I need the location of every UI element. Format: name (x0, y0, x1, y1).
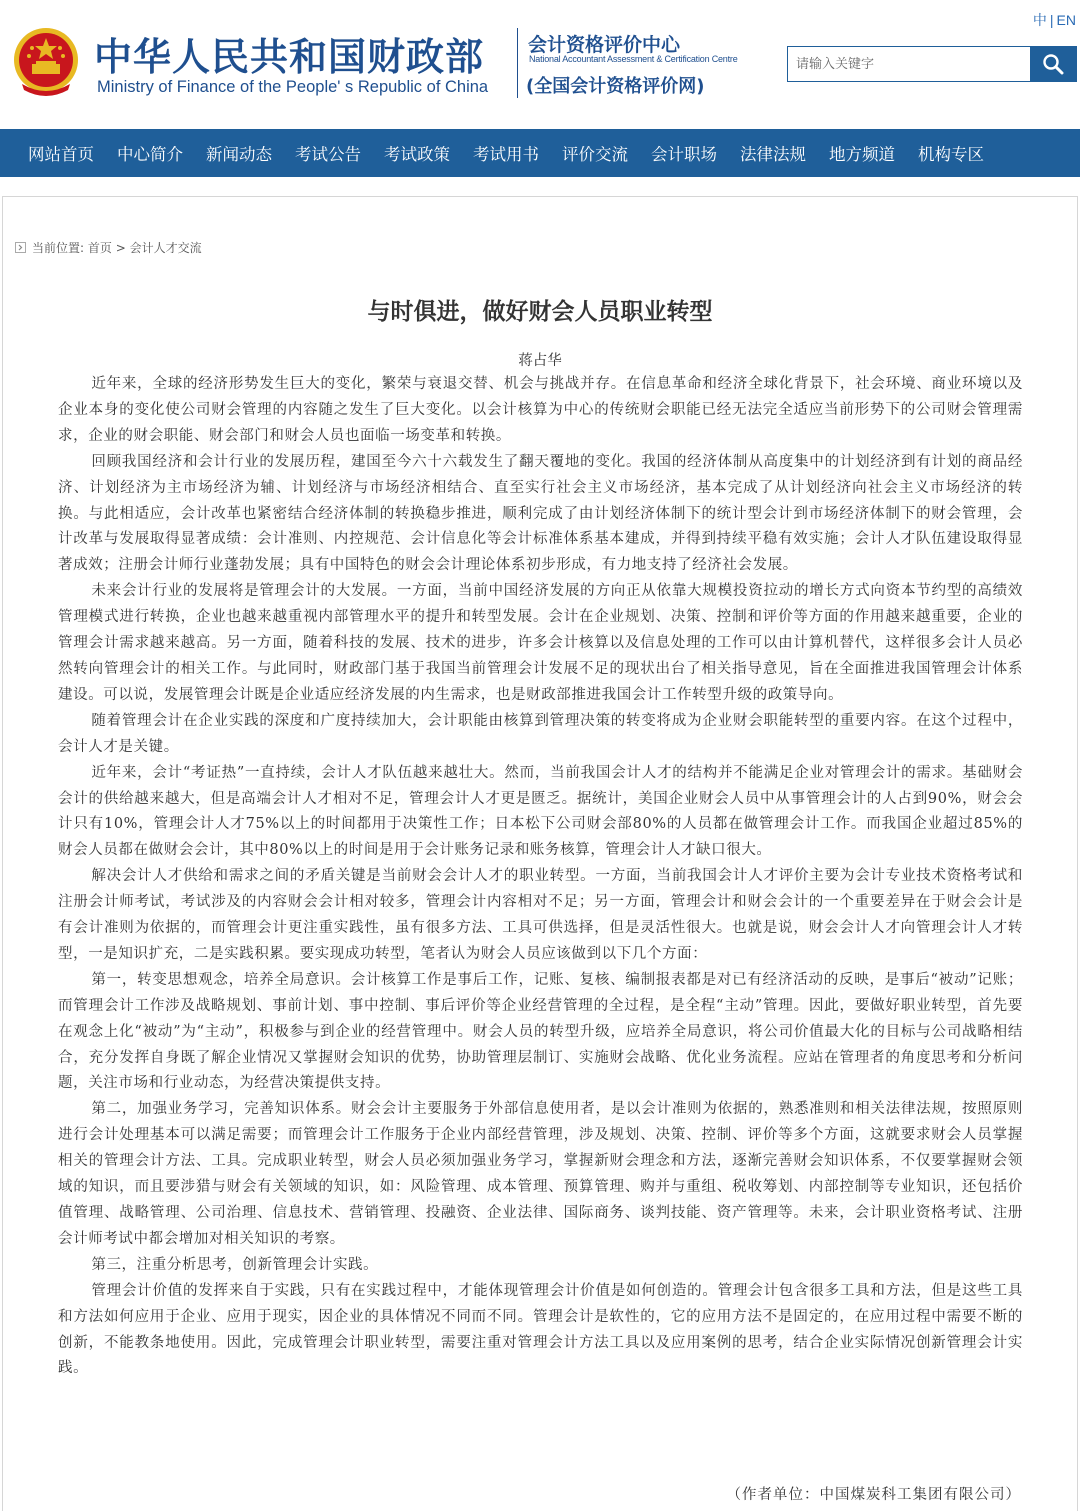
nav-item-exam-books[interactable]: 考试用书 (473, 145, 539, 164)
content-panel (2, 196, 1078, 1511)
search-button[interactable] (1030, 47, 1076, 81)
article-paragraph: 第二，加强业务学习，完善知识体系。财会会计主要服务于外部信息使用者，是以会计准则为依据的，熟悉准则和相关法律法规，按照原则进行会计处理基本可以满足需要；而管理会计工作服务于企业内部经营管理，涉及规划、决策、控制、评价等多个方面，这就要求财会人员掌握相关的管理会计方法、工具。完成职业转型，财会人员必须加强业务学习，掌握新财会理念和方法，逐渐完善财会知识体系，不仅要掌握财会领域的知识，而且要涉猎与财会有关领域的知识，如：风险管理、成本管理、预算管理、购并与重组、税收筹划、内部控制等专业知识，还包括价值管理、战略管理、公司治理、信息技术、营销管理、投融资、企业法律、国际商务、谈判技能、资产管理等。未来，会计职业资格考试、注册会计师考试中都会增加对相关知识的考察。 (58, 1101, 1023, 1247)
breadcrumb-separator: > (115, 240, 126, 255)
article-paragraph: 未来会计行业的发展将是管理会计的大发展。一方面，当前中国经济发展的方向正从依靠大规模投资拉动的增长方式向资本节约型的高绩效管理模式进行转换，企业也越来越重视内部管理水平的提升和转型发展。会计在企业规划、决策、控制和评价等方面的作用越来越重要，企业的管理会计需求越来越高。另一方面，随着科技的发展、技术的进步，许多会计核算以及信息处理的工作可以由计算机替代，这样很多会计人员必然转向管理会计的相关工作。与此同时，财政部门基于我国当前管理会计发展不足的现状出台了相关指导意见，旨在全面推进我国管理会计体系建设。可以说，发展管理会计既是企业适应经济发展的内生需求，也是财政部推进我国会计工作转型升级的政策导向。 (58, 583, 1023, 703)
article-paragraph: 管理会计价值的发挥来自于实践，只有在实践过程中，才能体现管理会计价值是如何创造的。管理会计包含很多工具和方法，但是这些工具和方法如何应用于企业、应用于现实，因企业的具体情况不同而不同。管理会计是软性的，它的应用方法不是固定的，在应用过程中需要不断的创新，不能教条地使用。因此，完成管理会计职业转型，需要注重对管理会计方法工具以及应用案例的思考，结合企业实际情况创新管理会计实践。 (58, 1282, 1023, 1377)
nav-item-about[interactable]: 中心简介 (117, 145, 183, 164)
national-emblem-icon[interactable] (12, 26, 80, 98)
nav-item-evaluation[interactable]: 评价交流 (562, 145, 628, 164)
search-icon (1042, 53, 1064, 75)
nav-item-institutions[interactable]: 机构专区 (918, 145, 984, 164)
article-paragraph: 解决会计人才供给和需求之间的矛盾关键是当前财会会计人才的职业转型。一方面，当前我国会计人才评价主要为会计专业技术资格考试和注册会计师考试，考试涉及的内容财会会计相对较多，管理会计内容相对不足；另一方面，管理会计和财会会计的一个重要差异在于财会会计是有会计准则为依据的，而管理会计更注重实践性，虽有很多方法、工具可供选择，但是灵活性很大。也就是说，财会会计人才向管理会计人才转型，一是知识扩充，二是实践积累。要实现成功转型，笔者认为财会人员应该做到以下几个方面： (58, 868, 1023, 962)
breadcrumb-prefix: 当前位置: (32, 241, 85, 255)
nav-item-exam-policy[interactable]: 考试政策 (384, 145, 450, 164)
article-paragraph: 第三，注重分析思考，创新管理会计实践。 (91, 1256, 379, 1273)
main-nav (0, 129, 1080, 177)
lang-cn-link[interactable]: 中 (1032, 12, 1047, 28)
site-header (0, 0, 1080, 129)
center-name-cn: 会计资格评价中心 (528, 34, 681, 56)
article-paragraph: 第一，转变思想观念，培养全局意识。会计核算工作是事后工作，记账、复核、编制报表都是对已有经济活动的反映，是事后“被动”记账；而管理会计工作涉及战略规划、事前计划、事中控制、事后评价等企业经营管理的全过程，是全程“主动”管理。因此，要做好职业转型，首先要在观念上化“被动”为“主动”，积极参与到企业的经营管理中。财会人员的转型升级，应培养全局意识，将公司价值最大化的目标与公司战略相结合，充分发挥自身既了解企业情况又掌握财会知识的优势，协助管理层制订、实施财会战略、优化业务流程。应站在管理者的角度思考和分析问题，关注市场和行业动态，为经营决策提供支持。 (58, 971, 1023, 1092)
article-paragraph: 近年来，会计“考证热”一直持续，会计人才队伍越来越壮大。然而，当前我国会计人才的结构并不能满足企业对管理会计的需求。基础财会会计的供给越来越大，但是高端会计人才相对不足，管理会计人才更是匮乏。据统计，美国企业财会人员中从事管理会计的人占到90%，财会会计只有10%，管理会计人才75%以上的时间都用于决策性工作；日本松下公司财会部80%的人员都在做管理会计工作。而我国企业超过85%的财会人员都在做财会会计，其中80%以上的时间是用于会计账务记录和账务核算，管理会计人才缺口很大。 (58, 764, 1023, 859)
article-paragraph: 近年来，全球的经济形势发生巨大的变化，繁荣与衰退交替、机会与挑战并存。在信息革命和经济全球化背景下，社会环境、商业环境以及企业本身的变化使公司财会管理的内容随之发生了巨大变化。以会计核算为中心的传统财会职能已经无法完全适应当前形势下的公司财会管理需求，企业的财会职能、财会部门和财会人员也面临一场变革和转换。 (58, 376, 1023, 444)
center-network-name: (全国会计资格评价网) (526, 76, 705, 97)
article-paragraph: 随着管理会计在企业实践的深度和广度持续加大，会计职能由核算到管理决策的转变将成为企业财会职能转型的重要内容。在这个过程中，会计人才是关键。 (58, 712, 1023, 755)
brand-divider (517, 28, 518, 98)
breadcrumb-current[interactable]: 会计人才交流 (129, 241, 202, 255)
lang-en-link[interactable]: EN (1056, 12, 1076, 28)
nav-item-news[interactable]: 新闻动态 (206, 145, 272, 164)
location-icon (15, 242, 26, 253)
ministry-name-en: Ministry of Finance of the People' s Republic of China (97, 78, 489, 96)
search-box (787, 46, 1077, 82)
lang-separator: | (1049, 12, 1054, 28)
ministry-name-cn: 中华人民共和国财政部 (94, 35, 485, 79)
author-affiliation: （作者单位：中国煤炭科工集团有限公司） (726, 1487, 1021, 1503)
article-title: 与时俱进，做好财会人员职业转型 (367, 299, 713, 325)
nav-item-local[interactable]: 地方频道 (829, 145, 895, 164)
language-switch (1033, 10, 1076, 30)
nav-item-careers[interactable]: 会计职场 (651, 145, 717, 164)
breadcrumb (15, 239, 202, 256)
nav-item-home[interactable]: 网站首页 (28, 145, 94, 164)
search-input[interactable] (788, 47, 1030, 81)
article-paragraph: 回顾我国经济和会计行业的发展历程，建国至今六十六载发生了翻天覆地的变化。我国的经济体制从高度集中的计划经济到有计划的商品经济、计划经济为主市场经济为辅、计划经济与市场经济相结合、直至实行社会主义市场经济，基本完成了从计划经济向社会主义市场经济的转换。与此相适应，会计改革也紧密结合经济体制的转换稳步推进，顺利完成了由计划经济体制下的统计型会计到市场经济体制下的财会管理，会计改革与发展取得显著成绩：会计准则、内控规范、会计信息化等会计标准体系基本建成，并得到持续平稳有效实施；会计人才队伍建设取得显著成效；注册会计师行业蓬勃发展；具有中国特色的财会会计理论体系初步形成，有力地支持了经济社会发展。 (58, 453, 1023, 574)
article-body (58, 372, 1023, 1382)
nav-item-exam-notices[interactable]: 考试公告 (295, 145, 361, 164)
breadcrumb-home-link[interactable]: 首页 (87, 241, 112, 255)
article-author: 蒋占华 (518, 353, 562, 369)
center-name-en: National Accountant Assessment & Certification Centre (529, 54, 738, 64)
nav-item-laws[interactable]: 法律法规 (740, 145, 806, 164)
